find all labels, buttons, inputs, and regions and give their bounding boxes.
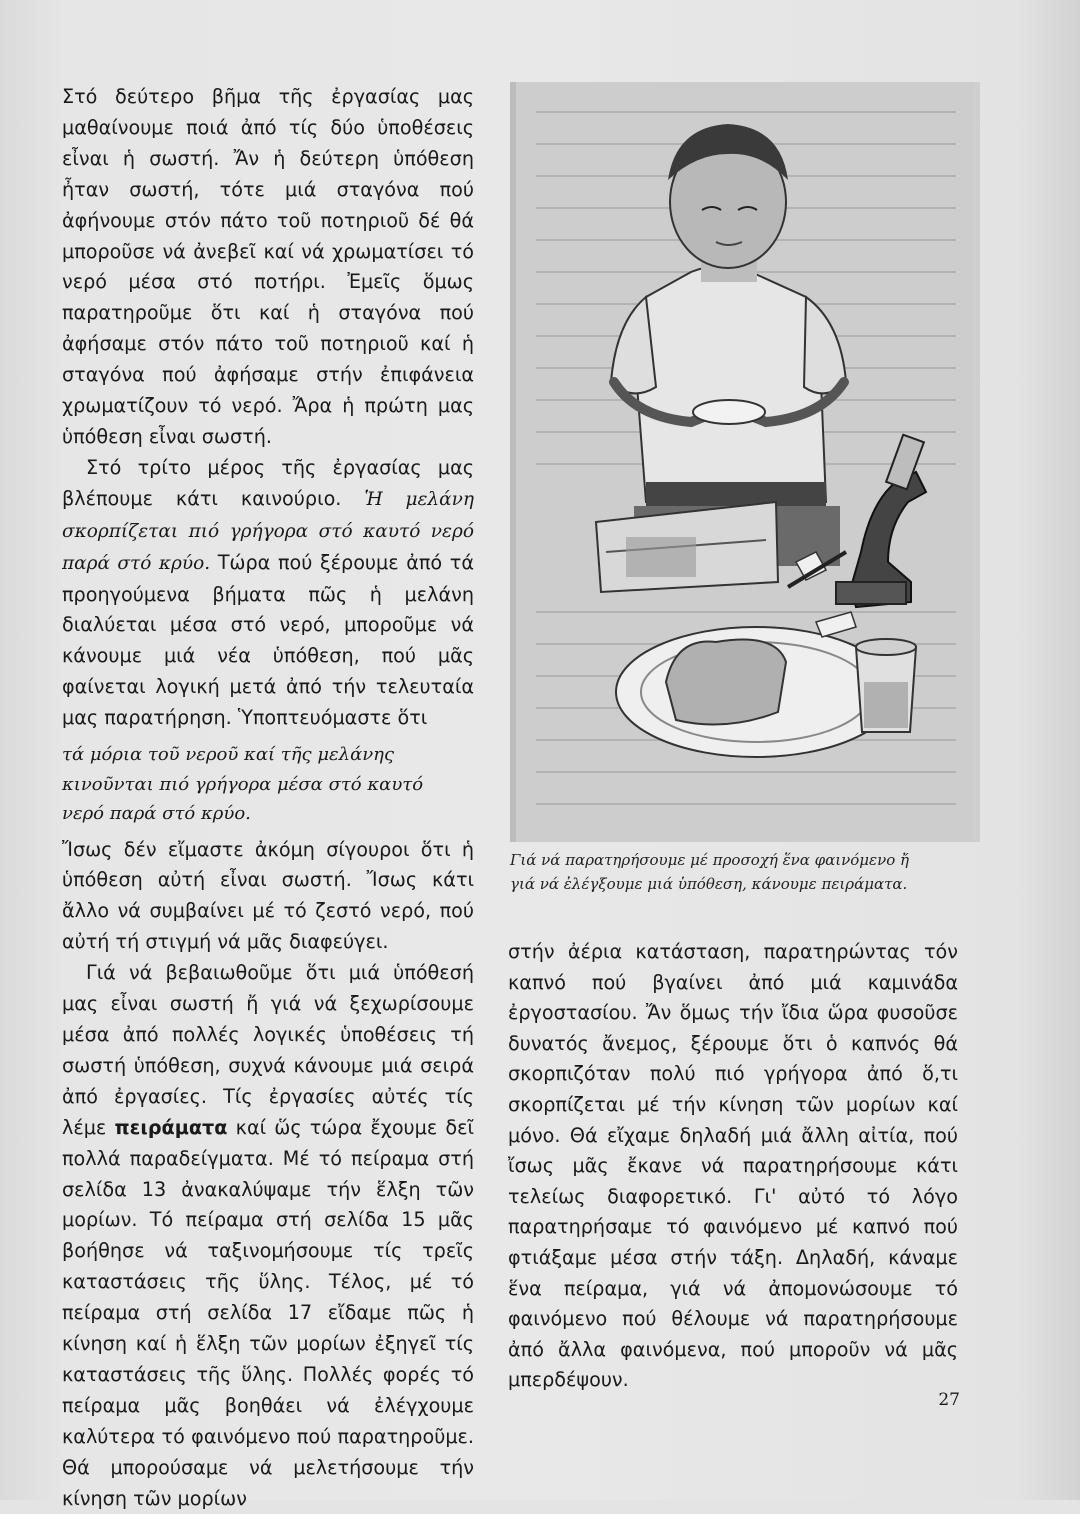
- right-text-column: [508, 937, 958, 1396]
- left-text-column: [62, 82, 474, 1514]
- caption-line: Γιά νά παρατηρήσουμε μέ προσοχή ἕνα φαινόμενο ἤ: [510, 851, 910, 869]
- paragraph-3: Ἴσως δέν εἴμαστε ἀκόμη σίγουροι ὅτι ἡ ὑπόθεση αὐτή εἶναι σωστή. Ἴσως κάτι ἄλλο νά συμβαίνει μέ τό ζεστό νερό, πού αὐτή τή στιγμή νά μᾶς διαφεύγει.: [62, 837, 474, 954]
- paragraph-2-start: Στό τρίτο μέρος τῆς ἐργασίας μας βλέπουμε κάτι καινούριο.: [62, 455, 474, 510]
- quote-line: τά μόρια τοῦ νεροῦ καί τῆς μελάνης: [62, 744, 395, 766]
- caption-line: γιά νά ἐλέγξουμε μιά ὑπόθεση, κάνουμε πειράματα.: [510, 875, 908, 893]
- figure-caption: [510, 848, 972, 896]
- paragraph-4-start: Γιά νά βεβαιωθοῦμε ὅτι μιά ὑπόθεσή μας εἶναι σωστή ἤ γιά νά ξεχωρίσουμε μέσα ἀπό πολλές λογικές ὑποθέσεις τή σωστή ὑπόθεση, συχνά κάνουμε μιά σειρά ἀπό ἐργασίες. Τίς ἐργασίες αὐτές τίς λέμε: [62, 961, 474, 1139]
- page-number: 27: [938, 1390, 960, 1410]
- quote-line: κινοῦνται πιό γρήγορα μέσα στό καυτό: [62, 773, 424, 795]
- paragraph-continued: στήν ἀέρια κατάσταση, παρατηρώντας τόν καπνό πού βγαίνει ἀπό μιά καμινάδα ἐργοστασίου. Ἄν ὅμως τήν ἴδια ὥρα φυσοῦσε δυνατός ἄνεμος, ξέρουμε ὅτι ὁ καπνός θά σκορπιζόταν πολύ πιό γρήγορα ἀπό ὅ,τι σκορπίζεται μέ τήν κίνηση τῶν μορίων καί μόνο. Θά εἴχαμε δηλαδή μιά ἄλλη αἰτία, πού ἴσως μᾶς ἔκανε νά παρατηρήσουμε κάτι τελείως διαφορετικό. Γι' αὐτό τό λόγο παρατηρήσαμε τό φαινόμενο μέ καπνό πού φτιάξαμε μέσα στήν τάξη. Δηλαδή, κάναμε ἕνα πείραμα, γιά νά ἀπομονώσουμε τό φαινόμενο πού θέλουμε νά παρατηρήσουμε ἀπό ἄλλα φαινόμενα, πού μποροῦν νά μᾶς μπερδέψουν.: [508, 940, 958, 1392]
- paragraph-4-end: καί ὥς τώρα ἔχουμε δεῖ πολλά παραδείγματα. Μέ τό πείραμα στή σελίδα 13 ἀνακαλύψαμε τήν ἕλξη τῶν μορίων. Τό πείραμα στή σελίδα 15 μᾶς βοήθησε νά ταξινομήσουμε τίς τρεῖς καταστάσεις τῆς ὕλης. Τέλος, μέ τό πείραμα στή σελίδα 17 εἴδαμε πῶς ἡ κίνηση καί ἡ ἕλξη τῶν μορίων ἐξηγεῖ τίς καταστάσεις τῆς ὕλης. Πολλές φορές τό πείραμα μᾶς βοηθάει νά ἐλέγχουμε καλύτερα τό φαινόμενο πού παρατηροῦμε. Θά μπορούσαμε νά μελετήσουμε τήν κίνηση τῶν μορίων: [62, 1115, 475, 1510]
- hypothesis-quote: [62, 740, 474, 829]
- paragraph-2-italic: Ἡ μελάνη σκορπίζεται πιό γρήγορα στό καυτό νερό παρά στό κρύο.: [62, 488, 474, 574]
- boy-with-microscope-drawing: [516, 82, 974, 842]
- keyword-experiments: πειράματα: [114, 1115, 228, 1139]
- quote-line: νερό παρά στό κρύο.: [62, 803, 251, 825]
- paragraph-1: Στό δεύτερο βῆμα τῆς ἐργασίας μας μαθαίνουμε ποιά ἀπό τίς δύο ὑποθέσεις εἶναι ἡ σωστή. Ἄν ἡ δεύτερη ὑπόθεση ἦταν σωστή, τότε μιά σταγόνα πού ἀφήνουμε στόν πάτο τοῦ ποτηριοῦ δέ θά μποροῦσε νά ἀνεβεῖ καί νά χρωματίσει τό νερό μέσα στό ποτήρι. Ἐμεῖς ὅμως παρατηροῦμε ὅτι καί ἡ σταγόνα πού ἀφήσαμε στόν πάτο τοῦ ποτηριοῦ καί ἡ σταγόνα πού ἀφήσαμε στήν ἐπιφάνεια χρωματίζουν τό νερό. Ἄρα ἡ πρώτη μας ὑπόθεση εἶναι σωστή.: [62, 85, 474, 448]
- paragraph-4: [62, 958, 474, 1514]
- paragraph-2-end: Τώρα πού ξέρουμε ἀπό τά προηγούμενα βήματα πῶς ἡ μελάνη διαλύεται μέσα στό νερό, μποροῦμε νά κάνουμε μιά νέα ὑπόθεση, πού μᾶς φαίνεται λογική μετά ἀπό τήν τελευταία μας παρατήρηση. Ὑποπτευόμαστε ὅτι: [62, 550, 474, 730]
- illustration-boy-experiment: [510, 82, 980, 842]
- paragraph-2: [62, 453, 474, 734]
